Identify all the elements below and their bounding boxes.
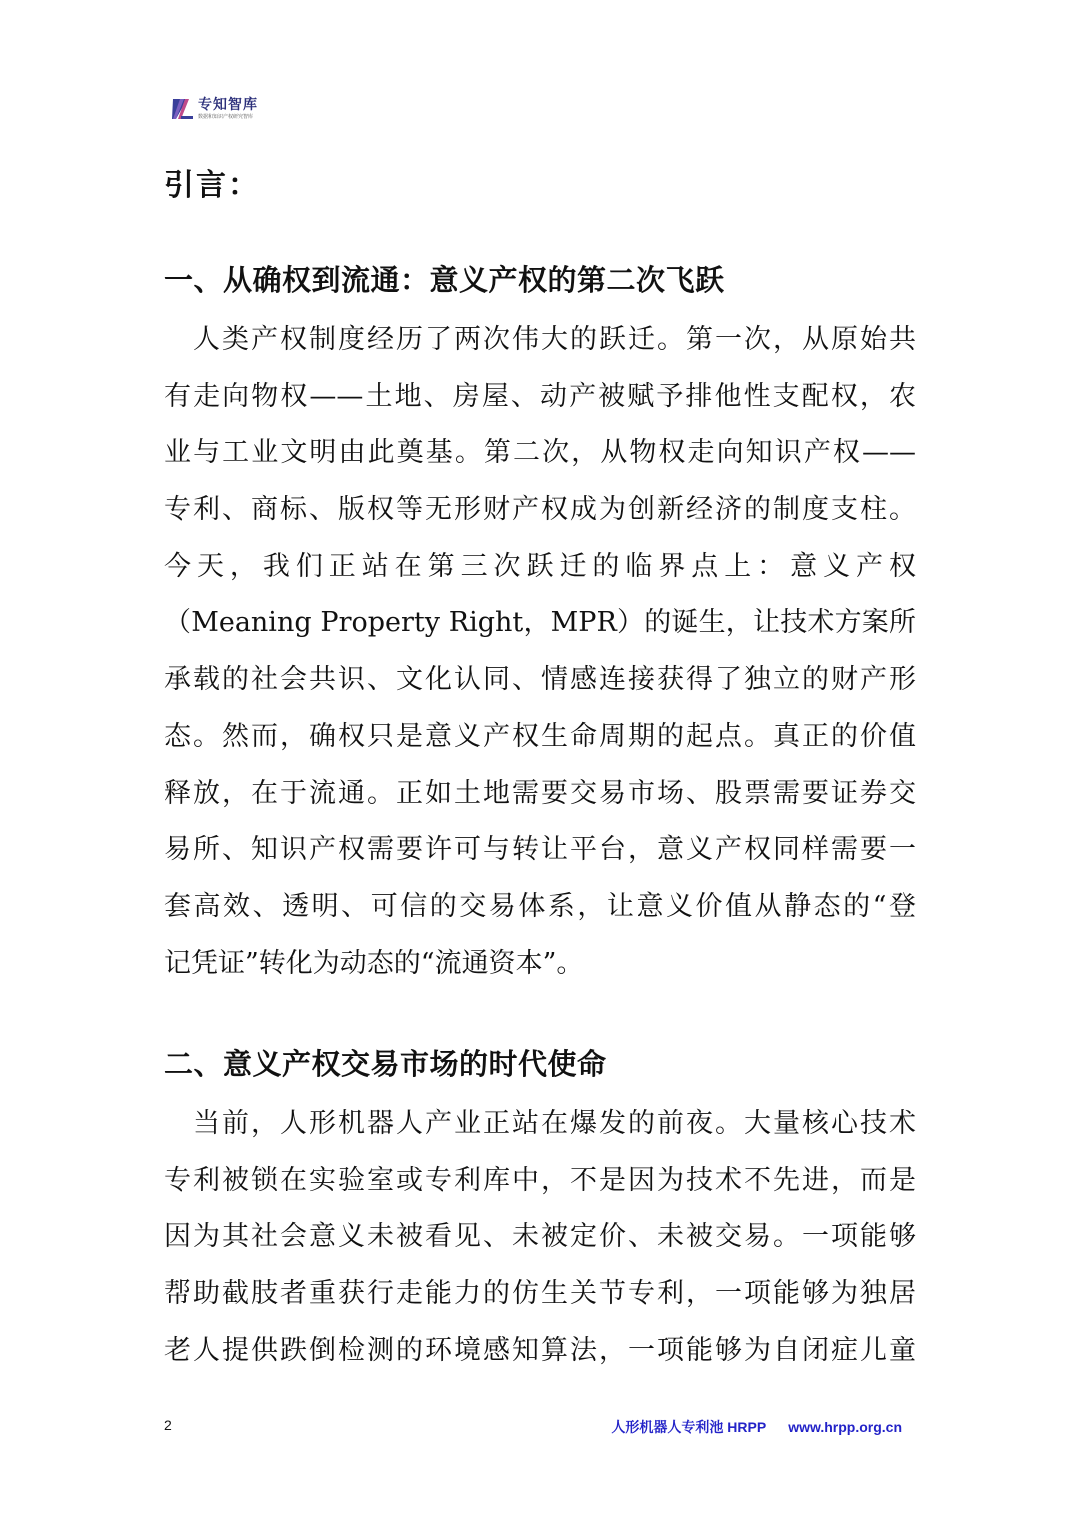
- paragraph-line: 帮助截肢者重获行走能力的仿生关节专利，一项能够为独居: [164, 1278, 916, 1310]
- paragraph-line: 业与工业文明由此奠基。第二次，从物权走向知识产权——: [164, 437, 916, 469]
- paragraph-line: 套高效、透明、可信的交易体系，让意义价值从静态的“登: [164, 890, 916, 922]
- header-logo: [172, 94, 258, 124]
- paragraph-line: 当前，人形机器人产业正站在爆发的前夜。大量核心技术: [164, 1108, 916, 1139]
- paragraph-line: 人类产权制度经历了两次伟大的跃迁。第一次，从原始共: [164, 324, 916, 355]
- paragraph-line: 记凭证”转化为动态的“流通资本”。: [164, 947, 584, 979]
- logo-name: 专知智库: [198, 97, 258, 113]
- footer-url[interactable]: www.hrpp.org.cn: [788, 1419, 902, 1435]
- paragraph-line: （Meaning Property Right，MPR）的诞生，让技术方案所: [164, 607, 916, 639]
- paragraph-line: 今天，我们正站在第三次跃迁的临界点上：意义产权: [164, 550, 916, 582]
- section-1-paragraph: [164, 312, 916, 992]
- paragraph-line: 老人提供跌倒检测的环境感知算法，一项能够为自闭症儿童: [164, 1334, 916, 1366]
- page-number: 2: [164, 1417, 172, 1433]
- paragraph-line: 专利被锁在实验室或专利库中，不是因为技术不先进，而是: [164, 1164, 916, 1196]
- footer-brand: [611, 1417, 902, 1437]
- paragraph-line: 易所、知识产权需要许可与转让平台，意义产权同样需要一: [164, 834, 916, 866]
- section-heading-2: 二、意义产权交易市场的时代使命: [164, 1047, 607, 1081]
- paragraph-line: 承载的社会共识、文化认同、情感连接获得了独立的财产形: [164, 664, 916, 696]
- zl-logo-icon: [172, 97, 194, 121]
- paragraph-line: 因为其社会意义未被看见、未被定价、未被交易。一项能够: [164, 1221, 916, 1253]
- footer-brand-name: 人形机器人专利池 HRPP: [611, 1419, 767, 1435]
- logo-subtitle: 数据和知识产权研究智库: [198, 114, 254, 120]
- paragraph-line: 态。然而，确权只是意义产权生命周期的起点。真正的价值: [164, 720, 916, 752]
- page-footer: [0, 1417, 1080, 1439]
- paragraph-line: 有走向物权——土地、房屋、动产被赋予排他性支配权，农: [164, 380, 916, 412]
- paragraph-line: 专利、商标、版权等无形财产权成为创新经济的制度支柱。: [164, 494, 916, 526]
- paragraph-line: 释放，在于流通。正如土地需要交易市场、股票需要证券交: [164, 777, 916, 809]
- section-2-paragraph: [164, 1096, 916, 1379]
- section-heading-1: 一、从确权到流通：意义产权的第二次飞跃: [164, 263, 725, 297]
- intro-heading: 引言：: [164, 168, 260, 203]
